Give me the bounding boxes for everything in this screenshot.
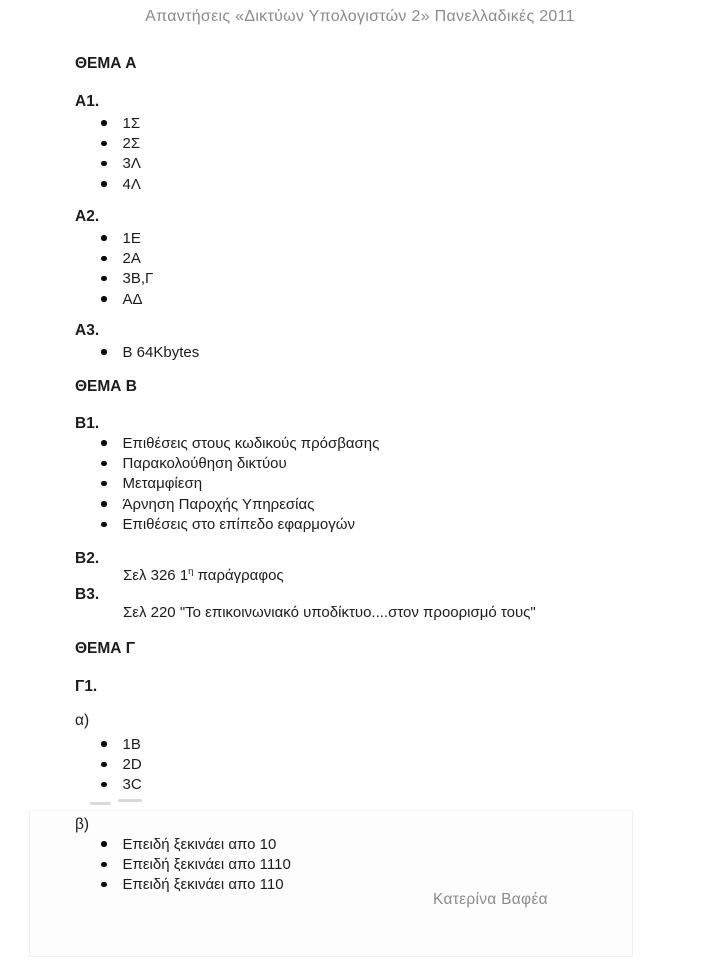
list-item-text: 3C (122, 776, 142, 794)
bullet-icon (101, 161, 107, 167)
bullet-icon (101, 256, 107, 262)
question-label-a1: Α1. (75, 93, 100, 110)
bullet-icon (101, 741, 107, 747)
answer-list-a1 (101, 113, 141, 194)
bullet-icon (101, 235, 107, 241)
list-item (101, 875, 291, 895)
list-item (101, 248, 153, 268)
list-item (101, 133, 141, 153)
list-item-text: 3Λ (122, 155, 141, 173)
bullet-icon (101, 276, 107, 282)
answer-list-c1a (101, 734, 142, 795)
list-item (101, 734, 142, 754)
section-heading-thema-c: ΘΕΜΑ Γ (75, 640, 136, 657)
list-item-text: Επιθέσεις στους κωδικούς πρόσβασης (122, 434, 380, 452)
bullet-icon (101, 296, 107, 302)
bullet-icon (101, 762, 107, 768)
cropped-text-remnant (90, 799, 150, 807)
bullet-icon (101, 440, 107, 446)
list-item (101, 289, 153, 309)
list-item (101, 754, 142, 774)
question-label-b1: Β1. (75, 415, 100, 432)
list-item (101, 854, 291, 874)
question-label-c1: Γ1. (75, 678, 98, 695)
list-item (101, 174, 141, 194)
answer-text-b2 (123, 567, 284, 584)
bullet-icon (101, 782, 107, 788)
subquestion-label-alpha: α) (75, 712, 90, 729)
list-item-text: Επειδή ξεκινάει απο 1110 (122, 855, 291, 873)
section-heading-thema-b: ΘΕΜΑ Β (75, 378, 137, 395)
list-item (101, 228, 153, 248)
list-item (101, 453, 379, 473)
list-item (101, 474, 379, 494)
list-item-text: 3Β,Γ (122, 270, 154, 288)
list-item-text: 1Σ (122, 114, 141, 132)
list-item-text: Επειδή ξεκινάει απο 10 (122, 835, 277, 853)
answer-list-a2 (101, 228, 153, 309)
list-item (101, 433, 379, 453)
question-label-b2: Β2. (75, 550, 100, 567)
bullet-icon (101, 141, 107, 147)
list-item (101, 269, 153, 289)
list-item (101, 775, 142, 795)
answer-list-c1b (101, 834, 291, 895)
answer-text-b2-prefix: Σελ 326 1 (123, 567, 189, 584)
list-item (101, 514, 379, 534)
answer-list-a3 (101, 342, 199, 362)
bullet-icon (101, 120, 107, 126)
list-item-text: 2D (122, 755, 142, 773)
answer-text-b3: Σελ 220 "Το επικοινωνιακό υποδίκτυο....στον προορισμό τους" (123, 604, 536, 621)
list-item-text: 4Λ (122, 175, 141, 193)
question-label-a2: Α2. (75, 208, 100, 225)
bullet-icon (101, 841, 107, 847)
bullet-icon (101, 181, 107, 187)
question-label-b3: Β3. (75, 586, 100, 603)
list-item-text: Μεταμφίεση (122, 475, 203, 493)
list-item-text: 2Σ (122, 134, 141, 152)
list-item-text: Επειδή ξεκινάει απο 110 (122, 876, 284, 894)
bullet-icon (101, 501, 107, 507)
bullet-icon (101, 461, 107, 467)
subquestion-label-beta: β) (75, 816, 90, 833)
list-item-text: ΑΔ (122, 290, 143, 308)
list-item-text: Β 64Kbytes (122, 343, 200, 361)
author-signature: Κατερίνα Βαφέα (433, 891, 548, 908)
answer-text-b2-suffix: παράγραφος (193, 567, 284, 584)
answer-list-b1 (101, 433, 379, 534)
bullet-icon (101, 882, 107, 888)
list-item-text: 2Α (122, 249, 141, 267)
bullet-icon (101, 349, 107, 355)
question-label-a3: Α3. (75, 322, 100, 339)
list-item (101, 342, 199, 362)
answer-text-b2-superscript: η (188, 566, 194, 577)
document-title: Απαντήσεις «Δικτύων Υπολογιστών 2» Πανελλαδικές 2011 (145, 8, 575, 25)
list-item (101, 113, 141, 133)
list-item-text: Επιθέσεις στο επίπεδο εφαρμογών (122, 515, 355, 533)
bullet-icon (101, 862, 107, 868)
list-item (101, 494, 379, 514)
list-item (101, 154, 141, 174)
list-item-text: Παρακολούθηση δικτύου (122, 454, 287, 472)
list-item (101, 834, 291, 854)
list-item-text: Άρνηση Παροχής Υπηρεσίας (122, 495, 315, 513)
list-item-text: 1Ε (122, 229, 141, 247)
bullet-icon (101, 522, 107, 528)
bullet-icon (101, 481, 107, 487)
list-item-text: 1Β (122, 735, 141, 753)
section-heading-thema-a: ΘΕΜΑ Α (75, 55, 137, 72)
